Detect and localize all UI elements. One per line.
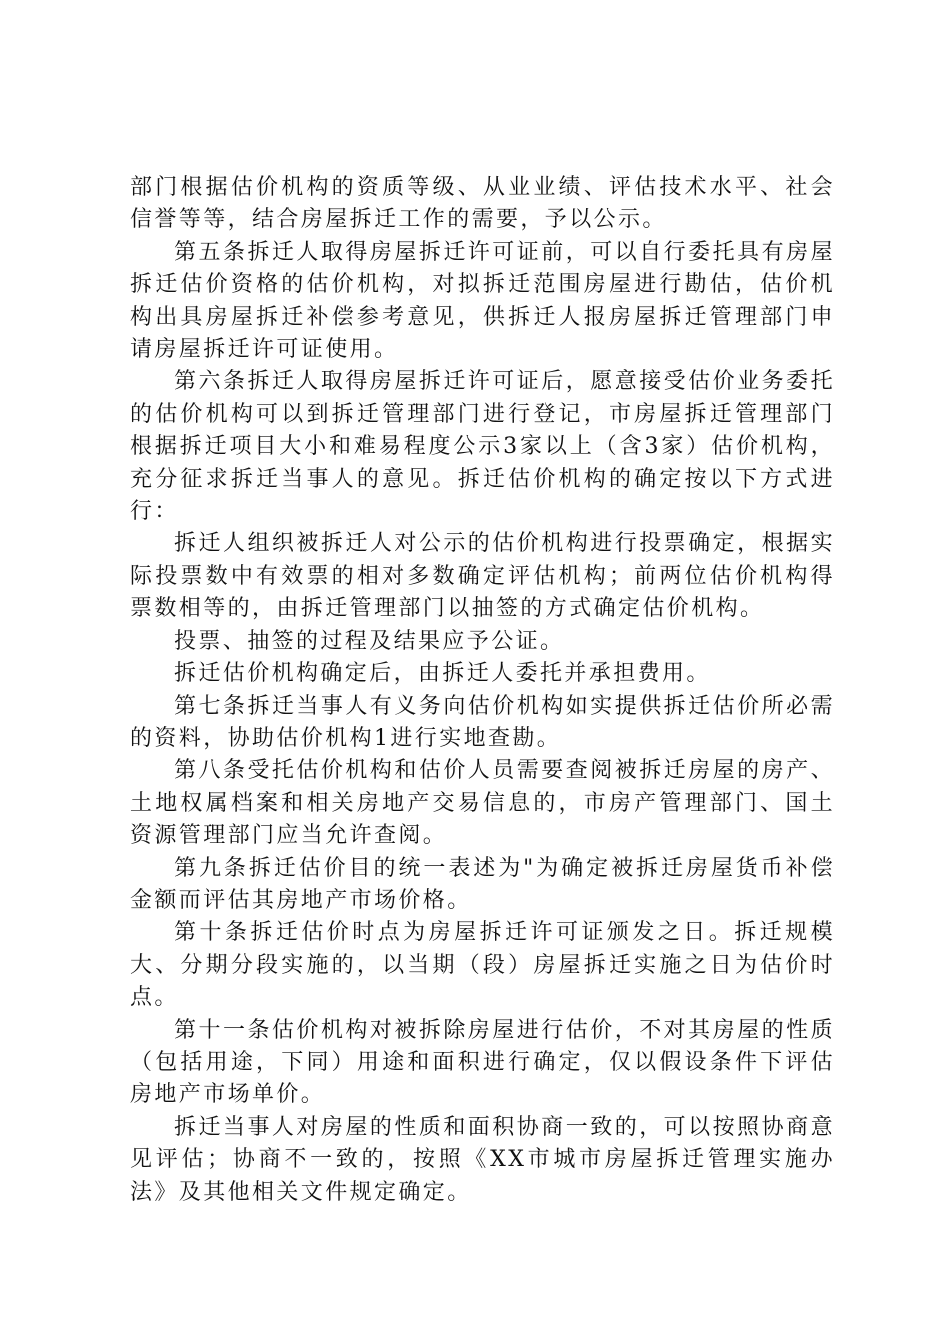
paragraph-article-8: 第八条受托估价机构和估价人员需要查阅被拆迁房屋的房产、土地权属档案和相关房地产交易信息的，市房产管理部门、国土资源管理部门应当允许查阅。 [130, 758, 835, 849]
paragraph-article-7: 第七条拆迁当事人有义务向估价机构如实提供拆迁估价所必需的资料，协助估价机构1进行实地查勘。 [130, 693, 835, 751]
paragraph-continuation: 部门根据估价机构的资质等级、从业业绩、评估技术水平、社会信誉等等，结合房屋拆迁工作的需要，予以公示。 [130, 175, 835, 233]
paragraph-voting-method: 拆迁人组织被拆迁人对公示的估价机构进行投票确定，根据实际投票数中有效票的相对多数确定评估机构；前两位估价机构得票数相等的，由拆迁管理部门以抽签的方式确定估价机构。 [130, 531, 835, 622]
paragraph-notarization: 投票、抽签的过程及结果应予公证。 [174, 628, 565, 654]
document-body [130, 172, 835, 1209]
paragraph-article-6: 第六条拆迁人取得房屋拆迁许可证后，愿意接受估价业务委托的估价机构可以到拆迁管理部门进行登记，市房屋拆迁管理部门根据拆迁项目大小和难易程度公示3家以上（含3家）估价机构，充分征求拆迁当事人的意见。拆迁估价机构的确定按以下方式进行： [130, 369, 835, 525]
paragraph-fee-bearer: 拆迁估价机构确定后，由拆迁人委托并承担费用。 [174, 661, 711, 687]
paragraph-article-5: 第五条拆迁人取得房屋拆迁许可证前，可以自行委托具有房屋拆迁估价资格的估价机构，对拟拆迁范围房屋进行勘估，估价机构出具房屋拆迁补偿参考意见，供拆迁人报房屋拆迁管理部门申请房屋拆迁许可证使用。 [130, 239, 835, 363]
paragraph-article-11: 第十一条估价机构对被拆除房屋进行估价，不对其房屋的性质（包括用途，下同）用途和面积进行确定，仅以假设条件下评估房地产市场单价。 [130, 1017, 835, 1108]
paragraph-article-9: 第九条拆迁估价目的统一表述为"为确定被拆迁房屋货币补偿金额而评估其房地产市场价格。 [130, 855, 835, 913]
paragraph-negotiation: 拆迁当事人对房屋的性质和面积协商一致的，可以按照协商意见评估；协商不一致的，按照《XX市城市房屋拆迁管理实施办法》及其他相关文件规定确定。 [130, 1114, 835, 1205]
paragraph-article-10: 第十条拆迁估价时点为房屋拆迁许可证颁发之日。拆迁规模大、分期分段实施的，以当期（段）房屋拆迁实施之日为估价时点。 [130, 920, 835, 1011]
